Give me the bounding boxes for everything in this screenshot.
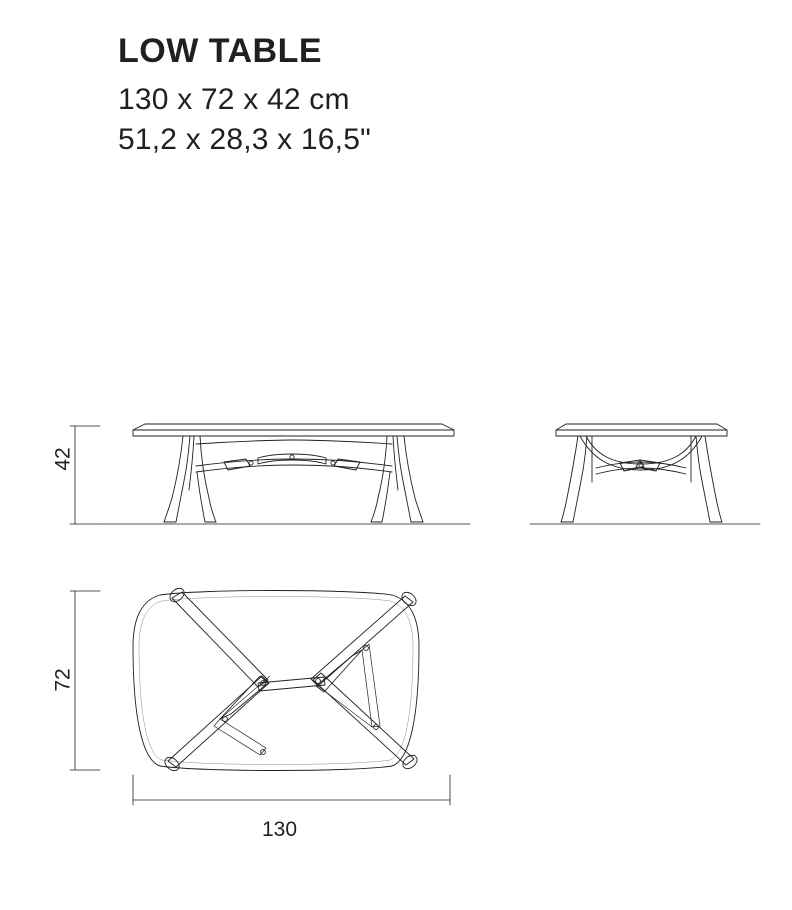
- top-plan-view: [133, 586, 420, 774]
- page-title: LOW TABLE: [118, 32, 323, 70]
- dimensions-imperial: 51,2 x 28,3 x 16,5": [118, 123, 371, 157]
- side-elevation-view: [530, 424, 760, 524]
- dimension-lines: [70, 426, 450, 805]
- dimension-label-depth: 72: [51, 668, 75, 692]
- front-elevation-view: [100, 424, 470, 524]
- dimension-label-width: 130: [262, 818, 298, 841]
- dimensions-metric: 130 x 72 x 42 cm: [118, 82, 350, 116]
- dimension-label-height: 42: [51, 447, 75, 471]
